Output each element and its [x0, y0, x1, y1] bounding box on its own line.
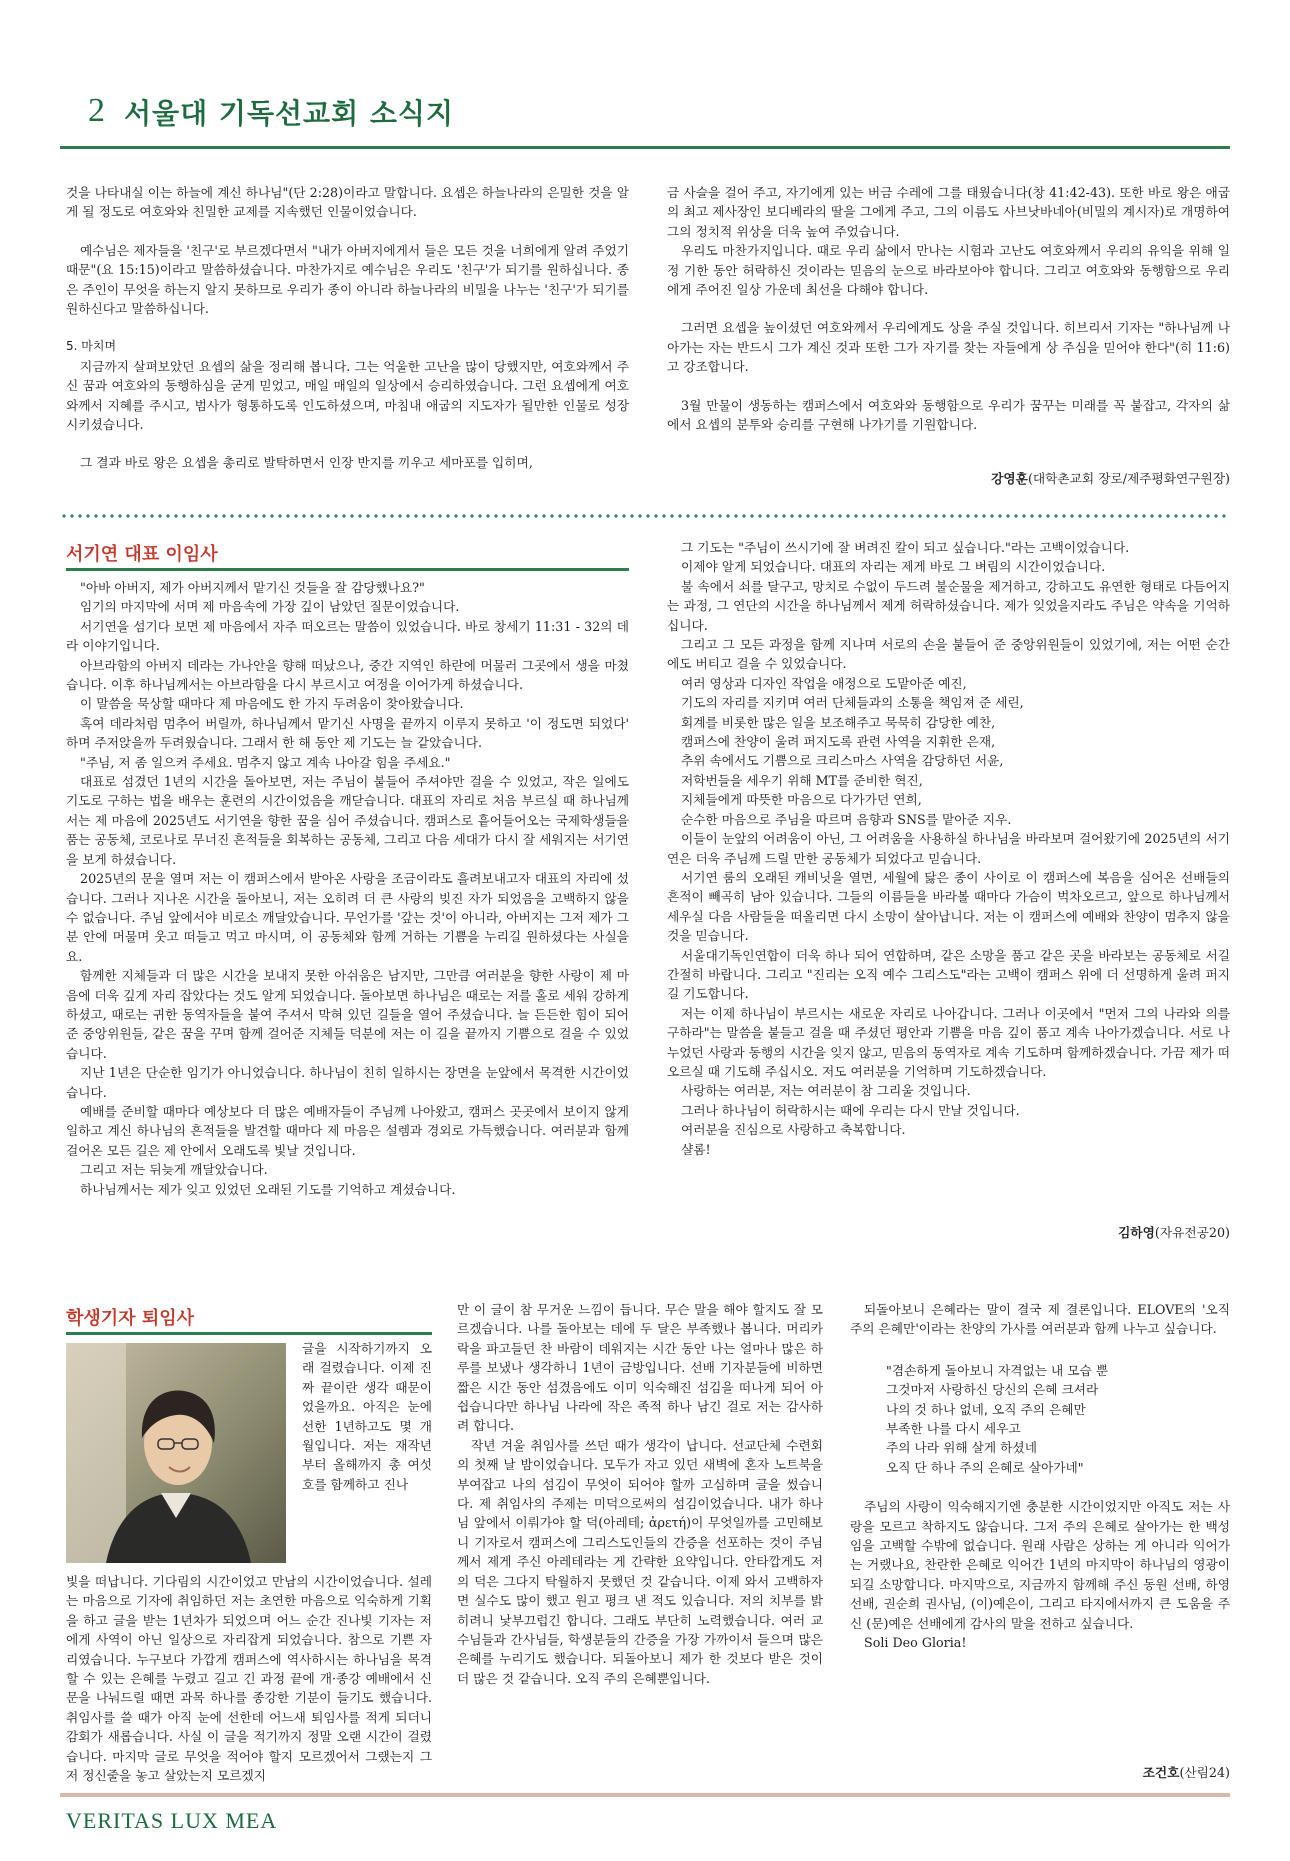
- article2-paragraph: 임기의 마지막에 서며 제 마음속에 가장 깊이 남았던 질문이었습니다.: [80, 599, 460, 615]
- article3-paragraph: 되돌아보니 은혜라는 말이 결국 제 결론입니다. ELOVE의 '오직 주의 은혜만'이라는 찬양의 가사를 여러분과 함께 나누고 싶습니다.: [850, 1302, 1230, 1337]
- section-title: 학생기자 퇴임사: [66, 1308, 194, 1329]
- section-title: 서기연 대표 이임사: [66, 544, 218, 565]
- section-heading: 5. 마치며: [66, 339, 117, 354]
- article2-paragraph: 저는 이제 하나님이 부르시는 새로운 자리로 나아갑니다. 그러나 이곳에서 "먼저 그의 나라와 의를 구하라"는 말씀을 붙들고 걸을 때 주셨던 평안과 기쁨을 마음 깊이 품고 계속 나아가겠습니다. 서로 나누었던 사랑과 동행의 시간을 잊지 않고, 믿음의 동역자로 계속 기도하며 함께하겠습니다. 가끔 제가 떠오르실 때 기도해 주십시오. 저도 여러분을 기억하며 기도하겠습니다.: [667, 1005, 1230, 1079]
- thanks-line: 여러 영상과 디자인 작업을 애정으로 도맡아준 예진,: [681, 675, 967, 691]
- article2-paragraph: 대표로 섬겼던 1년의 시간을 돌아보면, 저는 주님이 붙들어 주셔야만 걸을 수 있었고, 작은 일에도 기도로 구하는 법을 배우는 훈련의 시간이었음을 깨닫습니다. 대표의 자리로 처음 부르실 때 하나님께서는 제 마음에 2025년도 서기연을 향한 꿈을 심어 주셨습니다. 캠퍼스로 흩어들어오는 국제학생들을 품는 공동체, 코로나로 무너진 흔적들을 회복하는 공동체, 그리고 다음 세대가 다시 잘 세워지는 서기연을 보게 하셨습니다.: [66, 774, 629, 867]
- thanks-line: 지체들에게 따뜻한 마음으로 다가가던 연희,: [681, 792, 922, 808]
- thanks-line: 추위 속에서도 기쁨으로 크리스마스 사역을 감당하던 서윤,: [681, 753, 1004, 769]
- lyric-line: 나의 것 하나 없네, 오직 주의 은혜만: [886, 1401, 1086, 1417]
- article3-byline: [900, 1762, 1230, 1781]
- article2-paragraph: 샬롬!: [681, 1141, 711, 1157]
- article2-left-column: [66, 578, 629, 1199]
- article1-paragraph: 지금까지 살펴보았던 요셉의 삶을 정리해 봅니다. 그는 억울한 고난을 많이 당했지만, 여호와께서 주신 꿈과 여호와의 동행하심을 굳게 믿었고, 매일 매일의 일상에서 승리하였습니다. 그런 요셉에게 여호와께서 지혜를 주시고, 범사가 형통하도록 인도하셨으며, 마침내 애굽의 지도자가 될만한 인물로 성장시키셨습니다.: [66, 358, 629, 433]
- article2-right-column: [667, 538, 1230, 1159]
- article2-paragraph: 이들이 눈앞의 어려움이 아닌, 그 어려움을 사용하실 하나님을 바라보며 걸어왔기에 2025년의 서기연은 더욱 주님께 드릴 만한 공동체가 되었다고 믿습니다.: [667, 831, 1230, 866]
- article2-paragraph: 혹여 데라처럼 멈추어 버릴까, 하나님께서 맡기신 사명을 끝까지 이루지 못하고 '이 정도면 되었다' 하며 주저앉을까 두려웠습니다. 그래서 한 해 동안 제 기도는 늘 같았습니다.: [66, 715, 629, 751]
- author-name: 강영훈: [991, 471, 1028, 486]
- thanks-line: 캠퍼스에 찬양이 울려 퍼지도록 관련 사역을 지휘한 은재,: [681, 734, 996, 750]
- section-title-rule: [66, 568, 629, 571]
- article2-paragraph: 그러나 하나님이 허락하시는 때에 우리는 다시 만날 것입니다.: [681, 1102, 1020, 1118]
- article1-byline: [900, 468, 1230, 487]
- lyric-line: "겸손하게 돌아보니 자격없는 내 모습 뿐: [886, 1362, 1109, 1378]
- article1-paragraph: 그 결과 바로 왕은 요셉을 총리로 발탁하면서 인장 반지를 끼우고 세마포를 입히며,: [80, 455, 533, 471]
- article2-paragraph: 서기연 룸의 오래된 캐비닛을 열면, 세월에 닳은 종이 사이로 이 캠퍼스에 복음을 심어온 선배들의 흔적이 빼곡히 남아 있습니다. 그들의 이름들을 바라볼 때마다 가슴이 벅차오르고, 앞으로 하나님께서 세우실 다음 사람들을 떠올리면 다시 소망이 살아납니다. 저는 이 캠퍼스에 예배와 찬양이 멈추지 않을 것을 믿습니다.: [667, 869, 1230, 944]
- author-affiliation: (대학촌교회 장로/제주평화연구원장): [1027, 471, 1230, 486]
- article3-column-3: [850, 1300, 1230, 1653]
- article2-byline: [900, 1222, 1230, 1241]
- lyric-line: 주의 나라 위해 살게 하셨네: [886, 1440, 1037, 1456]
- thanks-line: 저학번들을 세우기 위해 MT를 준비한 혁진,: [681, 772, 923, 788]
- article3-wrap-text: 글을 시작하기까지 오래 걸렸습니다. 이제 진짜 끝이란 생각 때문이었을까요. 아직은 눈에 선한 1년하고도 몇 개월입니다. 저는 재작년부터 올해까지 총 여섯 호를 함께하고 진나: [302, 1341, 432, 1492]
- thanks-line: 순수한 마음으로 주님을 따르며 음향과 SNS를 맡아준 지우.: [681, 811, 1012, 827]
- article2-paragraph: 이 말씀을 묵상할 때마다 제 마음에도 한 가지 두려움이 찾아왔습니다.: [80, 696, 464, 712]
- article2-paragraph: 사랑하는 여러분, 저는 여러분이 참 그리울 것입니다.: [681, 1083, 971, 1099]
- article2-paragraph: 그리고 저는 뒤늦게 깨달았습니다.: [80, 1162, 268, 1178]
- lyric-line: 오직 단 하나 주의 은혜로 살아가네": [886, 1459, 1084, 1475]
- article1-paragraph: 3월 만물이 생동하는 캠퍼스에서 여호와와 동행함으로 우리가 꿈꾸는 미래를 꼭 붙잡고, 각자의 삶에서 요셉의 분투와 승리를 구현해 나가기를 기원합니다.: [667, 397, 1230, 433]
- author-name: 조건호: [1142, 1765, 1180, 1780]
- thanks-line: 기도의 자리를 지키며 여러 단체들과의 소통을 책임져 준 세린,: [681, 695, 1024, 711]
- article2-paragraph: 여러분을 진심으로 사랑하고 축복합니다.: [681, 1122, 906, 1138]
- article2-paragraph: 이제야 알게 되었습니다. 대표의 자리는 제게 바로 그 벼림의 시간이었습니다.: [681, 559, 1106, 575]
- article2-paragraph: "주님, 저 좀 일으켜 주세요. 멈추지 않고 계속 나아갈 힘을 주세요.": [80, 754, 451, 770]
- closing-line: Soli Deo Gloria!: [864, 1635, 967, 1651]
- article3-column-1: 빛을 떠납니다. 기다림의 시간이었고 만남의 시간이었습니다. 설레는 마음으로 기자에 취임하던 저는 초연한 마음으로 익숙하게 기획을 하고 글을 받는 1년차가 되었으며 어느 순간 진나빛 기자는 저에게 사역이 아닌 일상으로 자리잡게 되었습니다. 참으로 기쁜 자리였습니다. 누구보다 가깝게 캠퍼스에 역사하시는 하나님을 목격할 수 있는 은혜를 누렸고 길고 긴 과정 끝에 개·종강 예배에서 신문을 나눠드릴 때면 과목 하나를 종강한 기분이 들기도 했습니다. 취임사를 쓸 때가 아직 눈에 선한데 어느새 퇴임사를 적게 되더니 감회가 새롭습니다. 사실 이 글을 적기까지 정말 오랜 시간이 걸렸습니다. 마지막 글로 무엇을 적어야 할지 모르겠어서 그랬는지 그저 정신줄을 놓고 살았는지 모르겠지: [66, 1574, 432, 1784]
- article2-paragraph: 함께한 지체들과 더 많은 시간을 보내지 못한 아쉬움은 남지만, 그만큼 여러분을 향한 사랑이 제 마음에 더욱 깊게 자리 잡았다는 것도 알게 되었습니다. 돌아보면 하나님은 때로는 저를 홀로 세워 강하게 하셨고, 때로는 귀한 동역자들을 붙여 주셔서 막혀 있던 길들을 열어 주셨습니다. 늘 든든한 힘이 되어 준 중앙위원들, 같은 꿈을 꾸며 함께 걸어준 지체들 덕분에 저는 이 길을 끝까지 기쁨으로 걸을 수 있었습니다.: [66, 968, 629, 1061]
- song-lyrics: [886, 1361, 1230, 1477]
- author-affiliation: (산림24): [1179, 1765, 1230, 1780]
- author-affiliation: (자유전공20): [1154, 1225, 1230, 1240]
- footer-motto: VERITAS LUX MEA: [66, 1808, 278, 1833]
- article1-paragraph: 것을 나타내실 이는 하늘에 계신 하나님"(단 2:28)이라고 말합니다. 요셉은 하늘나라의 은밀한 것을 알게 될 정도로 여호와와 친밀한 교제를 지속했던 인물이었습니다.: [66, 185, 629, 220]
- article2-paragraph: 지난 1년은 단순한 임기가 아니었습니다. 하나님이 친히 일하시는 장면을 눈앞에서 목격한 시간이었습니다.: [66, 1065, 629, 1100]
- thanks-line: 회계를 비롯한 많은 일을 보조해주고 묵묵히 감당한 예찬,: [681, 714, 996, 730]
- article3-paragraph: 작년 겨울 취임사를 쓰던 때가 생각이 납니다. 선교단체 수련회의 첫째 날 밤이었습니다. 모두가 자고 있던 새벽에 혼자 노트북을 부여잡고 나의 섬김이 무엇이 되어야 할까 고심하며 글을 썼습니다. 제 취임사의 주제는 미덕으로써의 섬김이었습니다. 내가 하나님 앞에서 이뤄가야 할 덕(아레테; ἀρετή)이 무엇일까를 고민해보니 기자로서 캠퍼스에 그리스도인들의 간증을 선포하는 것이 주님께서 제게 주신 아레테라는 게 간략한 요약입니다. 안타깝게도 저의 덕은 그다지 탁월하지 못했던 것 같습니다. 이제 와서 고백하자면 실수도 많이 했고 원고 평크 낸 적도 있습니다. 저의 치부를 밝히려니 낯부끄럽긴 합니다. 그래도 부단히 노력했습니다. 여러 교수님들과 간사님들, 학생분들의 간증을 가장 가까이서 들으며 많은 은혜를 누리기도 했습니다. 되돌아보니 제가 한 것보다 받은 것이 더 많은 것 같습니다. 오직 주의 은혜뿐입니다.: [457, 1437, 823, 1686]
- article2-paragraph: 서울대기독인연합이 더욱 하나 되어 연합하며, 같은 소망을 품고 같은 곳을 바라보는 공동체로 서길 간절히 바랍니다. 그리고 "진리는 오직 예수 그리스도"라는 고백이 캠퍼스 위에 더 선명하게 울려 퍼지길 기도합니다.: [667, 947, 1230, 1002]
- author-name: 김하영: [1118, 1225, 1155, 1240]
- article1-left-column: [66, 183, 629, 473]
- article2-paragraph: 그리고 그 모든 과정을 함께 지나며 서로의 손을 붙들어 준 중앙위원들이 있었기에, 저는 어떤 순간에도 버티고 걸을 수 있었습니다.: [667, 637, 1230, 672]
- reporter-photo: [66, 1343, 286, 1563]
- article3-paragraph: 만 이 글이 참 무거운 느낌이 듭니다. 무슨 말을 해야 할지도 잘 모르겠습니다. 나를 돌아보는 데에 두 달은 부족했나 봅니다. 머리카락을 파고들던 찬 바람이 데워지는 시간 동안 나는 얼마나 많은 하루를 보냈나 생각하니 1년이 금방입니다. 선배 기자분들에 비하면 짧은 시간 동안 섬겼음에도 이미 익숙해진 섬김을 떠나게 되어 아쉽습니다만 하나님 나라에 작은 족적 하나 남긴 걸로 저는 감사하려 합니다.: [457, 1302, 823, 1434]
- article3-column-2: [457, 1300, 823, 1688]
- article1-paragraph: 우리도 마찬가지입니다. 때로 우리 삶에서 만나는 시험과 고난도 여호와께서 우리의 유익을 위해 일정 기한 동안 허락하신 것이라는 믿음의 눈으로 바라보아야 합니다. 그리고 여호와와 동행함으로 우리에게 주어진 일상 가운데 최선을 다해야 합니다.: [667, 243, 1230, 298]
- article1-paragraph: 예수님은 제자들을 '친구'로 부르겠다면서 "내가 아버지에게서 들은 모든 것을 너희에게 알려 주었기 때문"(요 15:15)이라고 말씀하셨습니다. 마찬가지로 예수님은 우리도 '친구'가 되기를 원하십니다. 종은 주인이 무엇을 하는지 알지 못하므로 우리가 종이 아니라 하늘나라의 비밀을 나누는 '친구'가 되기를 원하신다고 말씀하십니다.: [66, 242, 629, 317]
- header-rule: [60, 146, 1230, 149]
- dotted-divider: [60, 514, 1230, 518]
- article2-paragraph: 서기연을 섬기다 보면 제 마음에서 자주 떠오르는 말씀이 있었습니다. 바로 창세기 11:31 - 32의 데라 이야기입니다.: [66, 618, 629, 654]
- article2-paragraph: 예배를 준비할 때마다 예상보다 더 많은 예배자들이 주님께 나아왔고, 캠퍼스 곳곳에서 보이지 않게 일하고 계신 하나님의 흔적들을 발견할 때마다 제 마음은 설렘과 경외로 가득했습니다. 여러분과 함께 걸어온 모든 길은 제 안에서 오래도록 빛날 것입니다.: [66, 1103, 629, 1158]
- article2-paragraph: 하나님께서는 제가 잊고 있었던 오래된 기도를 기억하고 계셨습니다.: [80, 1181, 456, 1197]
- lyric-line: 그것마저 사랑하신 당신의 은혜 크셔라: [886, 1382, 1099, 1398]
- article2-paragraph: 불 속에서 쇠를 달구고, 망치로 수없이 두드려 불순물을 제거하고, 강하고도 유연한 형태로 다듬어지는 과정, 그 연단의 시간을 하나님께서 제게 허락하셨습니다. 제가 잊었을지라도 주님은 약속을 기억하십니다.: [667, 578, 1230, 633]
- lyric-line: 부족한 나를 다시 세우고: [886, 1421, 1021, 1437]
- article1-paragraph: 금 사슬을 걸어 주고, 자기에게 있는 버금 수레에 그를 태웠습니다(창 41:42-43). 또한 바로 왕은 애굽의 최고 제사장인 보디베라의 딸을 그에게 주고, 그의 이름도 사브낫바네아(비밀의 계시자)로 개명하여 그의 정치적 위상을 더욱 높여 주었습니다.: [667, 185, 1230, 239]
- article2-paragraph: 아브라함의 아버지 데라는 가나안을 향해 떠났으나, 중간 지역인 하란에 머물러 그곳에서 생을 마쳤습니다. 이후 하나님께서는 아브라함을 다시 부르시고 여정을 이어가게 하셨습니다.: [66, 657, 629, 693]
- article3-paragraph: 주님의 사랑이 익숙해지기엔 충분한 시간이었지만 아직도 저는 사랑을 모르고 착하지도 않습니다. 그저 주의 은혜로 살아가는 한 백성임을 고백할 수밖에 없습니다. 원래 사람은 상하는 게 아니라 익어가는 거랬나요, 찬란한 은혜로 익어간 1년의 마지막이 하나님의 영광이 되길 소망합니다. 마지막으로, 지금까지 함께해 주신 동원 선배, 하영 선배, 권순희 권사님, (이)예은이, 그리고 타지에서까지 큰 도움을 주신 (문)예은 선배에게 감사의 말을 전하고 싶습니다.: [850, 1499, 1230, 1631]
- article2-paragraph: 그 기도는 "주님이 쓰시기에 잘 벼려진 칼이 되고 싶습니다."라는 고백이었습니다.: [681, 540, 1130, 555]
- article2-paragraph: "아바 아버지, 제가 아버지께서 맡기신 것들을 잘 감당했나요?": [80, 580, 425, 595]
- newsletter-title: 서울대 기독선교회 소식지: [124, 97, 455, 130]
- article1-paragraph: 그러면 요셉을 높이셨던 여호와께서 우리에게도 상을 주실 것입니다. 히브리서 기자는 "하나님께 나아가는 자는 반드시 그가 계신 것과 또한 그가 자기를 찾는 자들에게 상 주심을 믿어야 한다"(히 11:6)고 강조합니다.: [667, 320, 1230, 375]
- footer-rule: [60, 1793, 1230, 1797]
- section-title-rule: [66, 1332, 432, 1335]
- page-number: 2: [88, 92, 105, 129]
- article1-right-column: [667, 183, 1230, 434]
- portrait-image: [66, 1343, 286, 1563]
- article2-paragraph: 2025년의 문을 열며 저는 이 캠퍼스에서 받아온 사랑을 조금이라도 흘려보내고자 대표의 자리에 섰습니다. 그러나 지나온 시간을 돌아보니, 저는 오히려 더 큰 사랑의 빚진 자가 되었음을 고백하지 않을 수 없습니다. 주님 앞에서야 비로소 깨달았습니다. 무언가를 '갚는 것'이 아니라, 아버지는 그저 제가 그분 안에 머물며 웃고 떠들고 먹고 마시며, 이 공동체와 함께 거하는 기쁨을 누리길 원하셨다는 사실을요.: [66, 871, 629, 964]
